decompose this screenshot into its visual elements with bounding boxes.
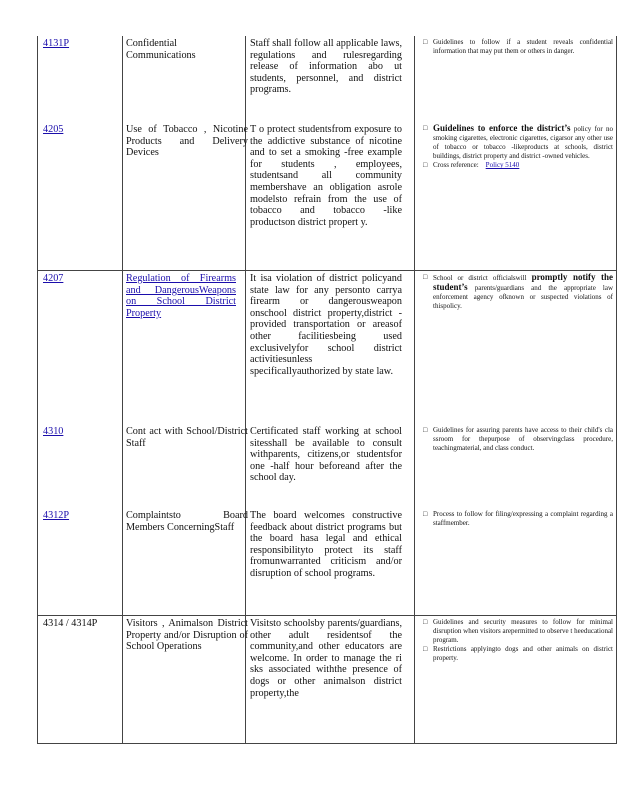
note-item — [423, 273, 613, 311]
policy-table — [37, 36, 617, 744]
policy-number-link[interactable]: 4131P — [43, 38, 70, 49]
note-text: policy for no smoking cigarettes, electronic cigarettes, cigarsor any other use of tobacco or tobacco -likeproducts at schools, district buildings, district property and district -owned vehicles. — [433, 125, 613, 161]
note-item: □ Guidelines and security measures to follow for minimal disruption when visitors arepermitted to observe t heeducational program. — [423, 618, 613, 645]
policy-title: Confidential Communications — [126, 38, 196, 61]
policy-number-link[interactable]: 4205 — [43, 124, 64, 135]
policy-number-link[interactable]: 4312P — [43, 510, 70, 521]
policy-number-link[interactable]: 4207 — [43, 273, 64, 284]
note-item: □ Process to follow for filing/expressing a complaint regarding a staffmember. — [423, 510, 613, 528]
policy-notes — [423, 273, 613, 311]
table-row — [37, 616, 617, 744]
policy-description: Visitsto schoolsby parents/guardians, other adult residentsof the community,and other educators are welcome. In order to manage the ri sks associated withthe presence of dogs or other animalson district property,the — [250, 618, 402, 699]
policy-description: T o protect studentsfrom exposure to the addictive substance of nicotine and to set a smoking -free example for students , employees, studentsand all community membershave an obligation asrole modelsto refrain from the use of tobacco and tobacco -like productson district propert y. — [250, 124, 402, 228]
note-item — [423, 161, 613, 170]
note-lead: Guidelines to enforce the district’s — [433, 123, 571, 133]
policy-title: Complaintsto Board Members ConcerningStaff — [126, 510, 248, 533]
policy-notes — [423, 618, 613, 663]
policy-cross-reference-link[interactable]: Policy 5140 — [485, 161, 520, 170]
policy-number-link[interactable]: 4310 — [43, 426, 64, 437]
policy-notes — [423, 426, 613, 453]
policy-notes — [423, 510, 613, 528]
note-text: Cross reference: — [433, 161, 479, 170]
note-item: □ Restrictions applyingto dogs and other animals on district property. — [423, 645, 613, 663]
policy-description: It isa violation of district policyand state law for any personto carrya firearm or dangerousweapon onschool district property,district -provided transportation or areasof other facilitiesbeing used exclusivelyfor school district activitiesunless specificallyauthorized by state law. — [250, 273, 402, 377]
policy-notes — [423, 38, 613, 56]
note-text: parents/guardians and the appropriate law enforcement agency ofknown or suspected violations of thispolicy. — [433, 284, 613, 311]
table-row — [37, 122, 617, 270]
note-text: School or district officialswill — [433, 274, 527, 282]
note-item: □ Guidelines for assuring parents have access to their child's cla ssroom for thepurpose of observingclass procedure, teachingmaterial, and class conduct. — [423, 426, 613, 453]
policy-number: 4314 / 4314P — [43, 618, 98, 629]
table-row — [37, 271, 617, 424]
policy-title: Visitors , Animalson District Property and/or Disruption of School Operations — [126, 618, 248, 653]
table-row — [37, 508, 617, 615]
policy-title: Cont act with School/District Staff — [126, 426, 248, 449]
policy-title: Use of Tobacco , Nicotine Products and Delivery Devices — [126, 124, 248, 159]
policy-notes — [423, 124, 613, 170]
policy-description: Certificated staff working at school sitesshall be available to consult withparents, citizens,or studentsfor one -half hour beforeand after the school day. — [250, 426, 402, 484]
table-row — [37, 424, 617, 508]
policy-description: Staff shall follow all applicable laws, regulations and rulesregarding release of information abo ut students, personnel, and district programs. — [250, 38, 402, 96]
policy-title-link[interactable]: Regulation of Firearms and DangerousWeapons on School District Property — [126, 273, 236, 319]
note-lead: promptly notify the student’s — [433, 272, 614, 293]
note-item — [423, 124, 613, 161]
note-item: □ Guidelines to follow if a student reveals confidential information that may put them or others in danger. — [423, 38, 613, 56]
policy-description: The board welcomes constructive feedback about district programs but the board hasa legal and ethical responsibilityto protect its staff fromunwarranted criticism and/or disruption of school programs. — [250, 510, 402, 579]
table-row — [37, 36, 617, 122]
